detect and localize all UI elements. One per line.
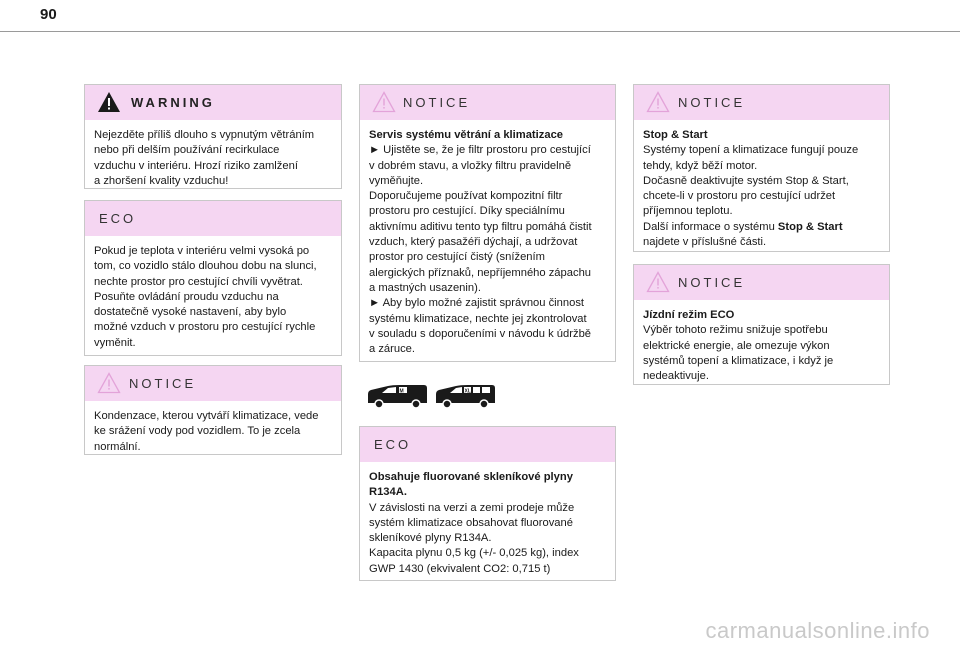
notice-box-service-header [360, 85, 615, 120]
minibus-icon [436, 385, 495, 408]
notice-box-eco-mode [633, 264, 890, 385]
notice-box-service [359, 84, 616, 362]
warning-box-header [85, 85, 341, 120]
notice-box-stop-start [633, 84, 890, 252]
notice-box-service-heading: Servis systému větrání a klimatizace [369, 129, 564, 141]
watermark: carmanualsonline.info [705, 618, 930, 643]
eco-box-2-header [360, 427, 615, 462]
notice-box-stop-start-title: NOTICE [678, 95, 746, 110]
eco-box-2-text: Obsahuje fluorované skleníkové plyny R134A. V závislosti na verzi a zemi prodeje může systém klimatizace obsahovat fluorované skleníkové plyny R134A. Kapacita plynu 0,5 kg (+/- 0,025 kg), index GWP 1430 (ekvivalent CO2: 0,715 t) [360, 462, 615, 583]
notice-box-eco-mode-title: NOTICE [678, 275, 746, 290]
eco-box-1-title: ECO [99, 211, 137, 226]
page-number: 90 [40, 6, 57, 23]
notice-box-condensation-header [85, 366, 341, 401]
svg-text:XL: XL [464, 388, 471, 395]
header-divider [0, 31, 960, 32]
vehicle-icons [366, 381, 498, 411]
eco-box-1-header [85, 201, 341, 236]
eco-box-2-heading: Obsahuje fluorované skleníkové plyny [369, 471, 573, 483]
van-icon [368, 385, 427, 408]
caution-triangle-icon [646, 271, 670, 293]
notice-box-condensation-title: NOTICE [129, 376, 197, 391]
eco-box-2-title: ECO [374, 437, 412, 452]
caution-triangle-icon [97, 372, 121, 394]
notice-box-stop-start-heading: Stop & Start [643, 129, 708, 141]
eco-box-1 [84, 200, 342, 356]
notice-box-eco-mode-text: Jízdní režim ECO Výběr tohoto režimu snižuje spotřebu elektrické energie, ale omezuje výkon systémů topení a klimatizace, i když je nedeaktivuje. [634, 300, 889, 390]
eco-box-2 [359, 426, 616, 581]
notice-box-service-title: NOTICE [403, 95, 471, 110]
warning-box-title: WARNING [131, 95, 215, 110]
svg-text:M: M [399, 388, 404, 395]
notice-box-eco-mode-heading: Jízdní režim ECO [643, 309, 735, 321]
notice-box-service-text: Servis systému větrání a klimatizace ► Ujistěte se, že je filtr prostoru pro cestující v dobrém stavu, a vložky filtru pravidelně vyměňujte. Doporučujeme používat kompozitní filtr prostoru pro cestující. Díky speciálnímu aktivnímu aditivu tento typ filtru pomáhá čistit vzduch, který pasažéři dýchají, a udržovat prostor pro cestující čistý (snížením alergických příznaků, nepříjemného zápachu a mastných usazenin). ► Aby bylo možné zajistit správnou činnost systému klimatizace, nechte jej zkontrolovat v souladu s doporučeními v návodu k údržbě a záruce. [360, 120, 615, 363]
notice-box-condensation-text: Kondenzace, kterou vytváří klimatizace, vede ke srážení vody pod vozidlem. To je zcela normální. [94, 410, 319, 453]
warning-triangle-icon [97, 91, 121, 113]
notice-box-stop-start-text: Stop & Start Systémy topení a klimatizace fungují pouze tehdy, když běží motor. Dočasně deaktivujte systém Stop & Start, chcete-li v prostoru pro cestující udržet příjemnou teplotu. Další informace o systému Stop & Start najdete v příslušné části. [634, 120, 889, 256]
caution-triangle-icon [372, 91, 396, 113]
notice-box-condensation [84, 365, 342, 455]
caution-triangle-icon [646, 91, 670, 113]
warning-box-text: Nejezděte příliš dlouho s vypnutým větráním nebo při delším používání recirkulace vzduchu v interiéru. Hrozí riziko zamlžení a zhoršení kvality vzduchu! [94, 129, 315, 187]
notice-box-stop-start-header [634, 85, 889, 120]
notice-box-eco-mode-header [634, 265, 889, 300]
warning-box [84, 84, 342, 189]
eco-box-1-text: Pokud je teplota v interiéru velmi vysoká po tom, co vozidlo stálo dlouhou dobu na slunci, nechte prostor pro cestující chvíli vyvětrat. Posuňte ovládání proudu vzduchu na dostatečně vysoké nastavení, aby bylo možné vzduch v prostoru pro cestující rychle vyměnit. [94, 245, 317, 349]
